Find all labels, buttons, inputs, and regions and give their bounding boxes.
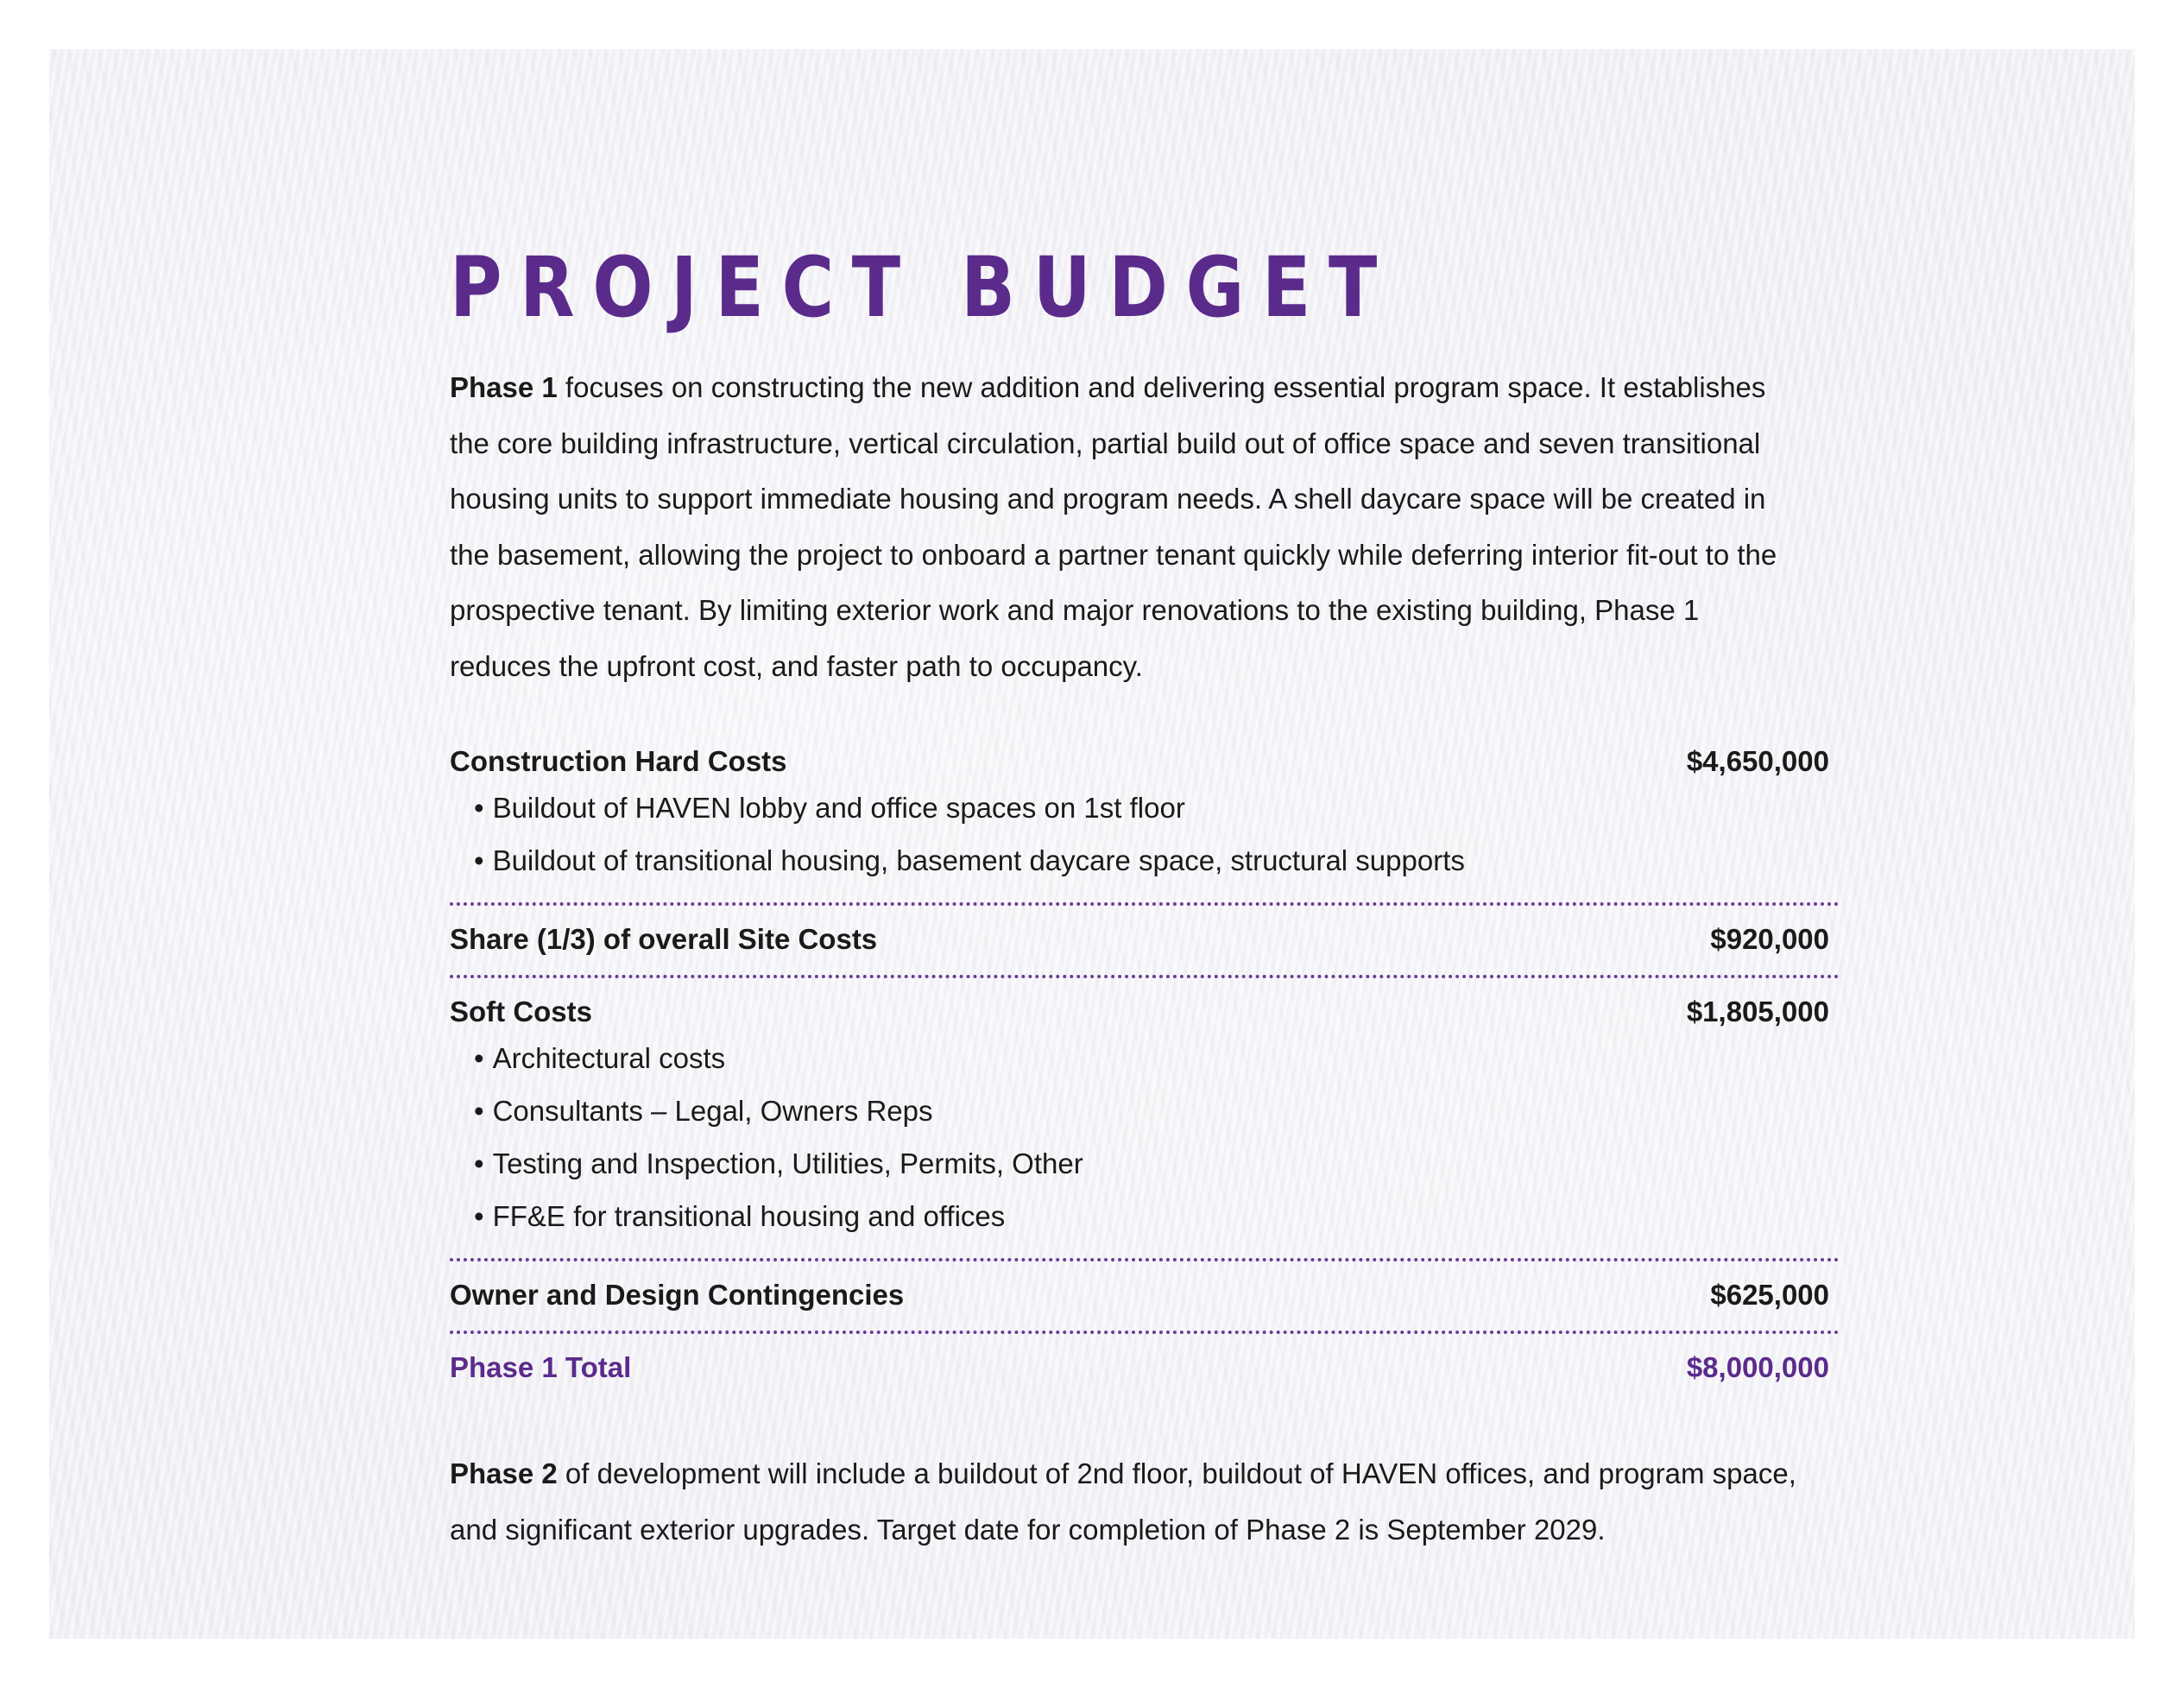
budget-row-bullets — [450, 781, 1829, 887]
budget-row-total — [450, 1334, 1840, 1403]
phase-2-text: of development will include a buildout of 2nd floor, buildout of HAVEN offices, and program space, and significant exterior upgrades. Target date for completion of Phase 2 is September 2029. — [450, 1457, 1796, 1546]
phase-1-lead: Phase 1 — [450, 371, 558, 403]
budget-table — [450, 742, 1840, 1403]
phase-1-text: focuses on constructing the new addition and delivering essential program space. It establishes the core building infrastructure, vertical circulation, partial build out of office space and seven transitional housing units to support immediate housing and program needs. A shell daycare space will be created in the basement, allowing the project to onboard a partner tenant quickly while deferring interior fit-out to the prospective tenant. By limiting exterior work and major renovations to the existing building, Phase 1 reduces the upfront cost, and faster path to occupancy. — [450, 371, 1777, 682]
budget-row-label: Soft Costs — [450, 996, 592, 1027]
bullet-item: • Consultants – Legal, Owners Reps — [474, 1084, 1829, 1137]
bullet-item: • FF&E for transitional housing and offices — [474, 1190, 1829, 1242]
budget-row-contingencies — [450, 1261, 1840, 1331]
bullet-item: • Testing and Inspection, Utilities, Permits, Other — [474, 1137, 1829, 1190]
budget-row-amount: $920,000 — [1710, 923, 1829, 955]
budget-row-amount: $625,000 — [1710, 1279, 1829, 1311]
phase-1-description — [450, 360, 1796, 694]
page — [49, 49, 2135, 1639]
budget-row-label: Construction Hard Costs — [450, 745, 787, 777]
budget-row-label: Owner and Design Contingencies — [450, 1279, 905, 1311]
bullet-item: • Buildout of HAVEN lobby and office spaces on 1st floor — [474, 781, 1829, 834]
budget-row-site-costs — [450, 906, 1840, 975]
budget-row-hard-costs — [450, 742, 1840, 902]
budget-row-soft-costs — [450, 978, 1840, 1258]
phase-2-lead: Phase 2 — [450, 1457, 558, 1489]
page-title: PROJECT BUDGET — [450, 239, 1395, 336]
bullet-item: • Buildout of transitional housing, basement daycare space, structural supports — [474, 834, 1829, 887]
budget-row-amount: $4,650,000 — [1686, 745, 1829, 777]
total-amount: $8,000,000 — [1686, 1351, 1829, 1383]
bullet-item: • Architectural costs — [474, 1032, 1829, 1084]
budget-row-label: Share (1/3) of overall Site Costs — [450, 923, 878, 955]
content — [450, 239, 1840, 1558]
total-label: Phase 1 Total — [450, 1351, 632, 1383]
budget-row-amount: $1,805,000 — [1686, 996, 1829, 1027]
phase-2-description — [450, 1446, 1796, 1558]
budget-row-bullets — [450, 1032, 1829, 1242]
